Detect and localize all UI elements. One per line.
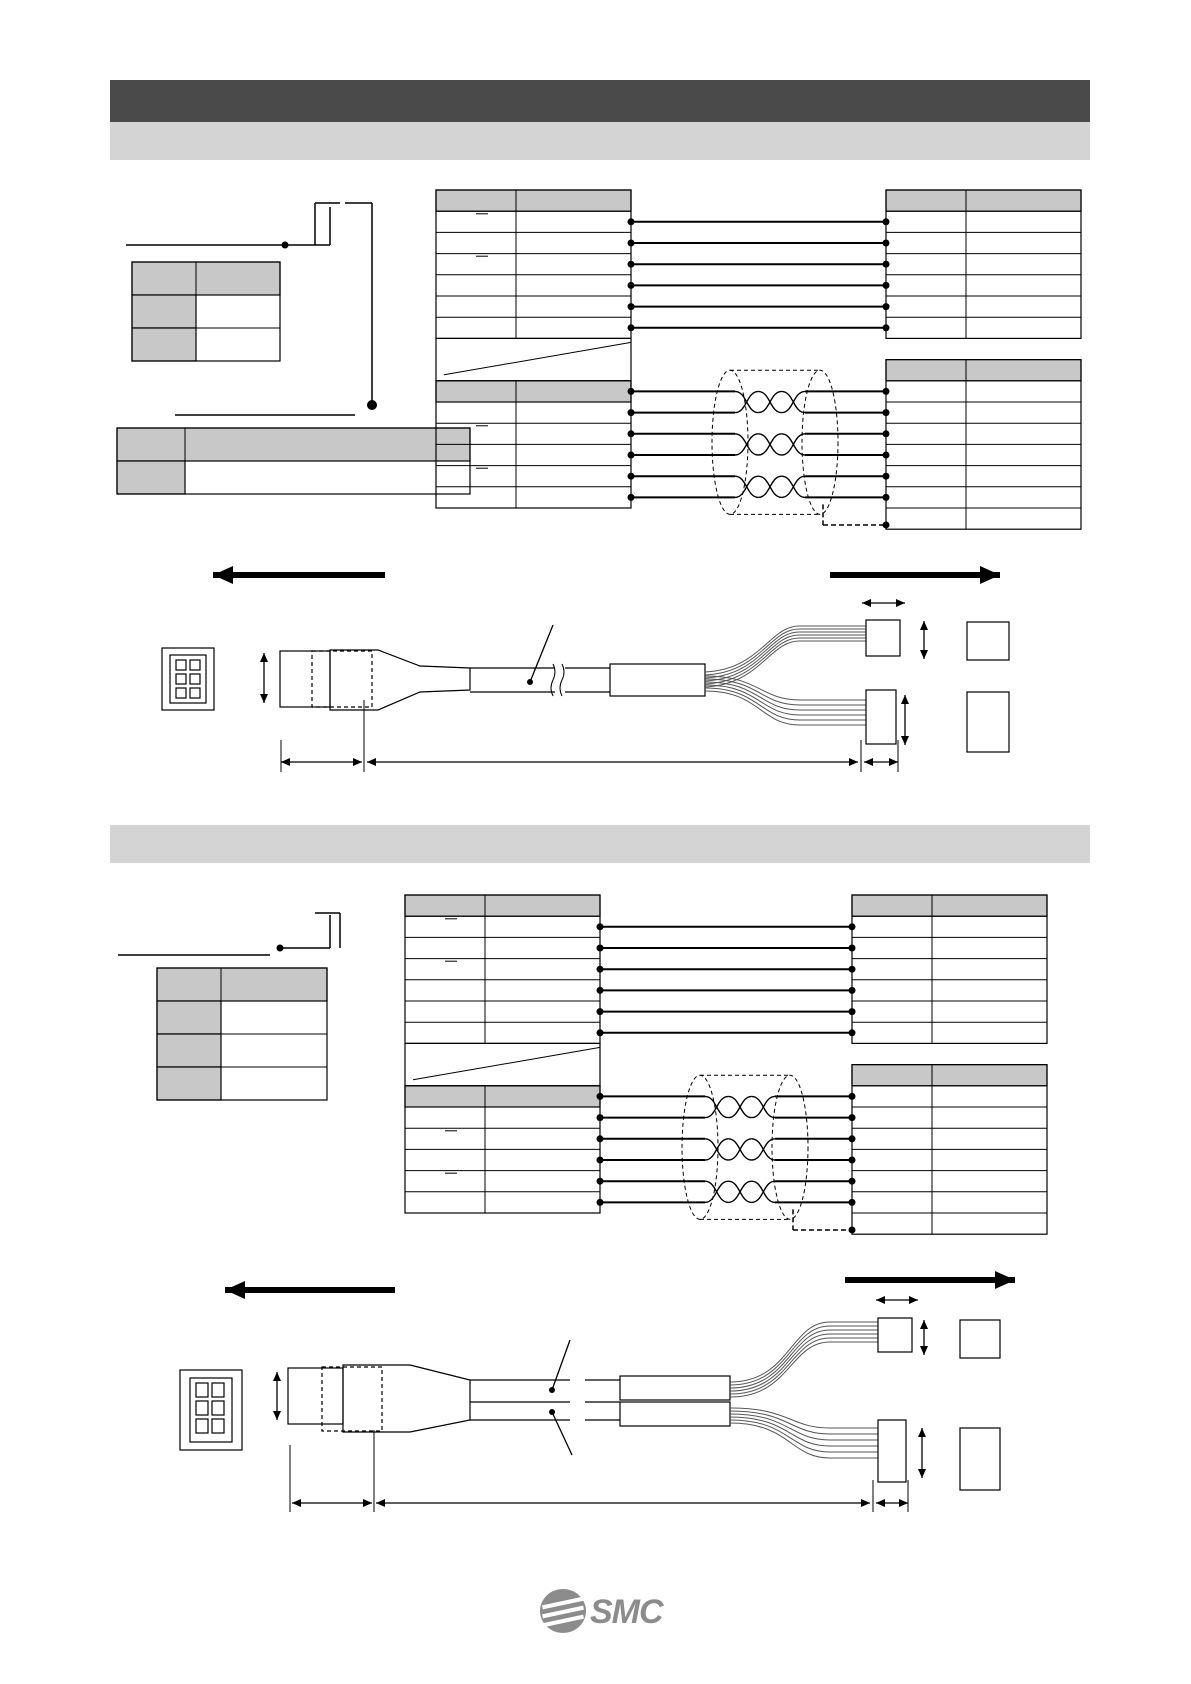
dim-length-b-head: [864, 758, 873, 766]
twisted-pair: [758, 434, 781, 455]
twisted-pair: [728, 1139, 751, 1160]
connection-dot: [883, 473, 890, 480]
connector-face-inner: [170, 655, 206, 703]
left-table-encoder-header: [436, 381, 631, 402]
dim-height-head: [260, 653, 268, 662]
connector-face: [960, 1320, 1000, 1358]
pin: [190, 660, 200, 670]
overmold-dashed: [322, 1367, 382, 1431]
right-table-motor: [886, 190, 1081, 338]
pin: [196, 1401, 208, 1415]
dim-width-head: [896, 599, 905, 607]
arrow-controller-side-head: [213, 566, 233, 584]
dim-width-head: [909, 1296, 918, 1304]
connection-dot: [628, 388, 635, 395]
connection-dot: [849, 1008, 856, 1015]
wire-fan: [730, 1411, 878, 1434]
connection-dot: [849, 945, 856, 952]
connection-dot: [849, 923, 856, 930]
connection-dot: [883, 303, 890, 310]
overmold: [330, 650, 470, 710]
twisted-pair: [735, 391, 758, 412]
connector-face: [180, 1370, 242, 1450]
dim-height-head: [920, 1346, 928, 1355]
twisted-pair: [782, 391, 805, 412]
right-table-motor: [852, 895, 1047, 1043]
dim-width-head: [862, 599, 871, 607]
connection-dot: [849, 966, 856, 973]
connection-dot: [628, 494, 635, 501]
connection-dot: [883, 494, 890, 501]
connection-dot: [628, 240, 635, 247]
dim-height-head: [918, 1469, 926, 1478]
encoder-connector: [866, 690, 896, 744]
connection-dot: [883, 430, 890, 437]
pin: [190, 688, 200, 698]
encoder-connector: [878, 1420, 906, 1482]
connection-dot: [628, 473, 635, 480]
connection-dot: [628, 324, 635, 331]
twisted-pair: [705, 1139, 728, 1160]
dim-height-head: [920, 621, 928, 630]
twisted-pair: [782, 476, 805, 497]
wire-fan: [730, 1342, 878, 1397]
dim-length-a-head: [281, 758, 290, 766]
connection-dot: [849, 1157, 856, 1164]
dim-height-head: [901, 695, 909, 704]
code-table-type-header: [117, 428, 470, 461]
connection-dot: [597, 1114, 604, 1121]
left-table-signals: [405, 895, 600, 1043]
connection-dot: [883, 324, 890, 331]
dim-length-a-head: [353, 758, 362, 766]
code-table-length-cell: [132, 328, 196, 361]
pin: [176, 660, 186, 670]
twisted-pair: [752, 1139, 775, 1160]
dim-height-head: [920, 1320, 928, 1329]
right-table-motor-header: [886, 190, 1081, 211]
wire-fan: [730, 1334, 878, 1391]
code-table-length-cell: [132, 295, 196, 328]
twisted-pair: [782, 434, 805, 455]
connection-dot: [597, 1008, 604, 1015]
pin: [212, 1419, 224, 1433]
twisted-pair: [758, 391, 781, 412]
twisted-pair: [735, 476, 758, 497]
svg-text:SMC: SMC: [590, 1593, 663, 1631]
left-table-signals: [436, 190, 631, 338]
connection-dot: [849, 1199, 856, 1206]
cable-break: [551, 664, 555, 696]
dim-length-l-head: [376, 1499, 385, 1507]
connection-dot: [849, 1178, 856, 1185]
twisted-pair: [752, 1181, 775, 1202]
dim-length-a-head: [292, 1499, 301, 1507]
dim-length-b-head: [889, 758, 898, 766]
code-table-length-cell: [157, 1067, 221, 1100]
wire-fan: [730, 1414, 878, 1440]
twisted-pair: [728, 1181, 751, 1202]
connection-dot: [883, 521, 890, 528]
connection-dot: [597, 1199, 604, 1206]
pin: [176, 688, 186, 698]
pin: [212, 1383, 224, 1397]
connection-dot: [849, 1226, 856, 1233]
wire-fan: [730, 1330, 878, 1388]
code-table-length-cell: [157, 1034, 221, 1067]
wire-fan: [730, 1338, 878, 1394]
twisted-pair: [758, 476, 781, 497]
arrow-motor-side-head: [995, 1271, 1015, 1289]
twisted-pair: [752, 1096, 775, 1117]
connection-dot: [628, 452, 635, 459]
sleeve: [610, 664, 705, 696]
dim-length-b-head: [899, 1499, 908, 1507]
overmold: [343, 1365, 470, 1432]
connection-dot: [883, 261, 890, 268]
connector-face: [967, 692, 1009, 752]
dim-length-l-head: [861, 1499, 870, 1507]
dim-height-head: [901, 736, 909, 745]
connection-dot: [597, 966, 604, 973]
connection-dot: [883, 452, 890, 459]
plug-body: [288, 1368, 343, 1424]
pin: [212, 1401, 224, 1415]
wire-fan: [705, 682, 866, 710]
pin: [196, 1383, 208, 1397]
cable-label-leader: [530, 625, 553, 682]
connection-dot: [849, 987, 856, 994]
right-table-encoder-header: [852, 1065, 1047, 1086]
dim-height-head: [273, 1411, 281, 1420]
connection-dot: [849, 1135, 856, 1142]
connection-dot: [628, 430, 635, 437]
connector-face: [960, 1428, 1000, 1490]
motor-connector: [866, 620, 900, 656]
pin: [190, 674, 200, 684]
dim-length-l-head: [849, 758, 858, 766]
code-table-type-cell: [117, 461, 185, 494]
connection-dot: [597, 1157, 604, 1164]
right-table-encoder-header: [886, 360, 1081, 381]
right-table-motor-header: [852, 895, 1047, 916]
pin: [176, 674, 186, 684]
connection-dot: [628, 218, 635, 225]
connection-dot: [883, 409, 890, 416]
connection-dot: [883, 218, 890, 225]
dim-height-head: [920, 650, 928, 659]
connection-dot: [597, 1135, 604, 1142]
dim-length-l-head: [367, 758, 376, 766]
twisted-pair: [728, 1096, 751, 1117]
dim-width-head: [876, 1296, 885, 1304]
left-table-encoder-header: [405, 1086, 600, 1107]
connection-dot: [597, 987, 604, 994]
connection-dot: [628, 303, 635, 310]
connection-dot: [849, 1093, 856, 1100]
connector-face: [967, 622, 1009, 660]
overmold-dashed: [312, 651, 372, 707]
arrow-motor-side-head: [980, 566, 1000, 584]
cable-break: [560, 664, 564, 696]
connection-dot: [849, 1114, 856, 1121]
left-table-signals-header: [436, 190, 631, 211]
connection-dot: [597, 945, 604, 952]
twisted-pair: [705, 1096, 728, 1117]
twisted-pair: [735, 434, 758, 455]
dim-length-b-head: [876, 1499, 885, 1507]
code-table-length-header: [132, 262, 280, 295]
diagonal: [444, 342, 631, 374]
sleeve: [620, 1376, 730, 1400]
dim-height-head: [260, 694, 268, 703]
connection-dot: [597, 1093, 604, 1100]
callout-dot: [367, 400, 377, 410]
dim-length-a-head: [363, 1499, 372, 1507]
code-table-length-cell: [157, 1001, 221, 1034]
dim-height-head: [918, 1428, 926, 1437]
motor-connector: [878, 1318, 912, 1352]
connection-dot: [883, 240, 890, 247]
cable-label-leader: [552, 1340, 570, 1390]
connection-dot: [597, 923, 604, 930]
connection-dot: [883, 388, 890, 395]
pin: [196, 1419, 208, 1433]
left-table-signals-header: [405, 895, 600, 916]
connection-dot: [628, 282, 635, 289]
plug-body: [280, 651, 330, 707]
cable-label-leader: [552, 1412, 572, 1455]
sleeve: [620, 1402, 730, 1426]
smc-logo: [538, 1585, 668, 1637]
twisted-pair: [705, 1181, 728, 1202]
connection-dot: [883, 282, 890, 289]
connection-dot: [597, 1178, 604, 1185]
diagonal: [413, 1047, 600, 1079]
connection-dot: [849, 1029, 856, 1036]
wire-fan: [730, 1326, 878, 1385]
code-table-length-header: [157, 968, 327, 1001]
connection-dot: [597, 1029, 604, 1036]
connection-dot: [628, 261, 635, 268]
connection-dot: [628, 409, 635, 416]
arrow-controller-side-head: [225, 1281, 245, 1299]
dim-height-head: [273, 1372, 281, 1381]
